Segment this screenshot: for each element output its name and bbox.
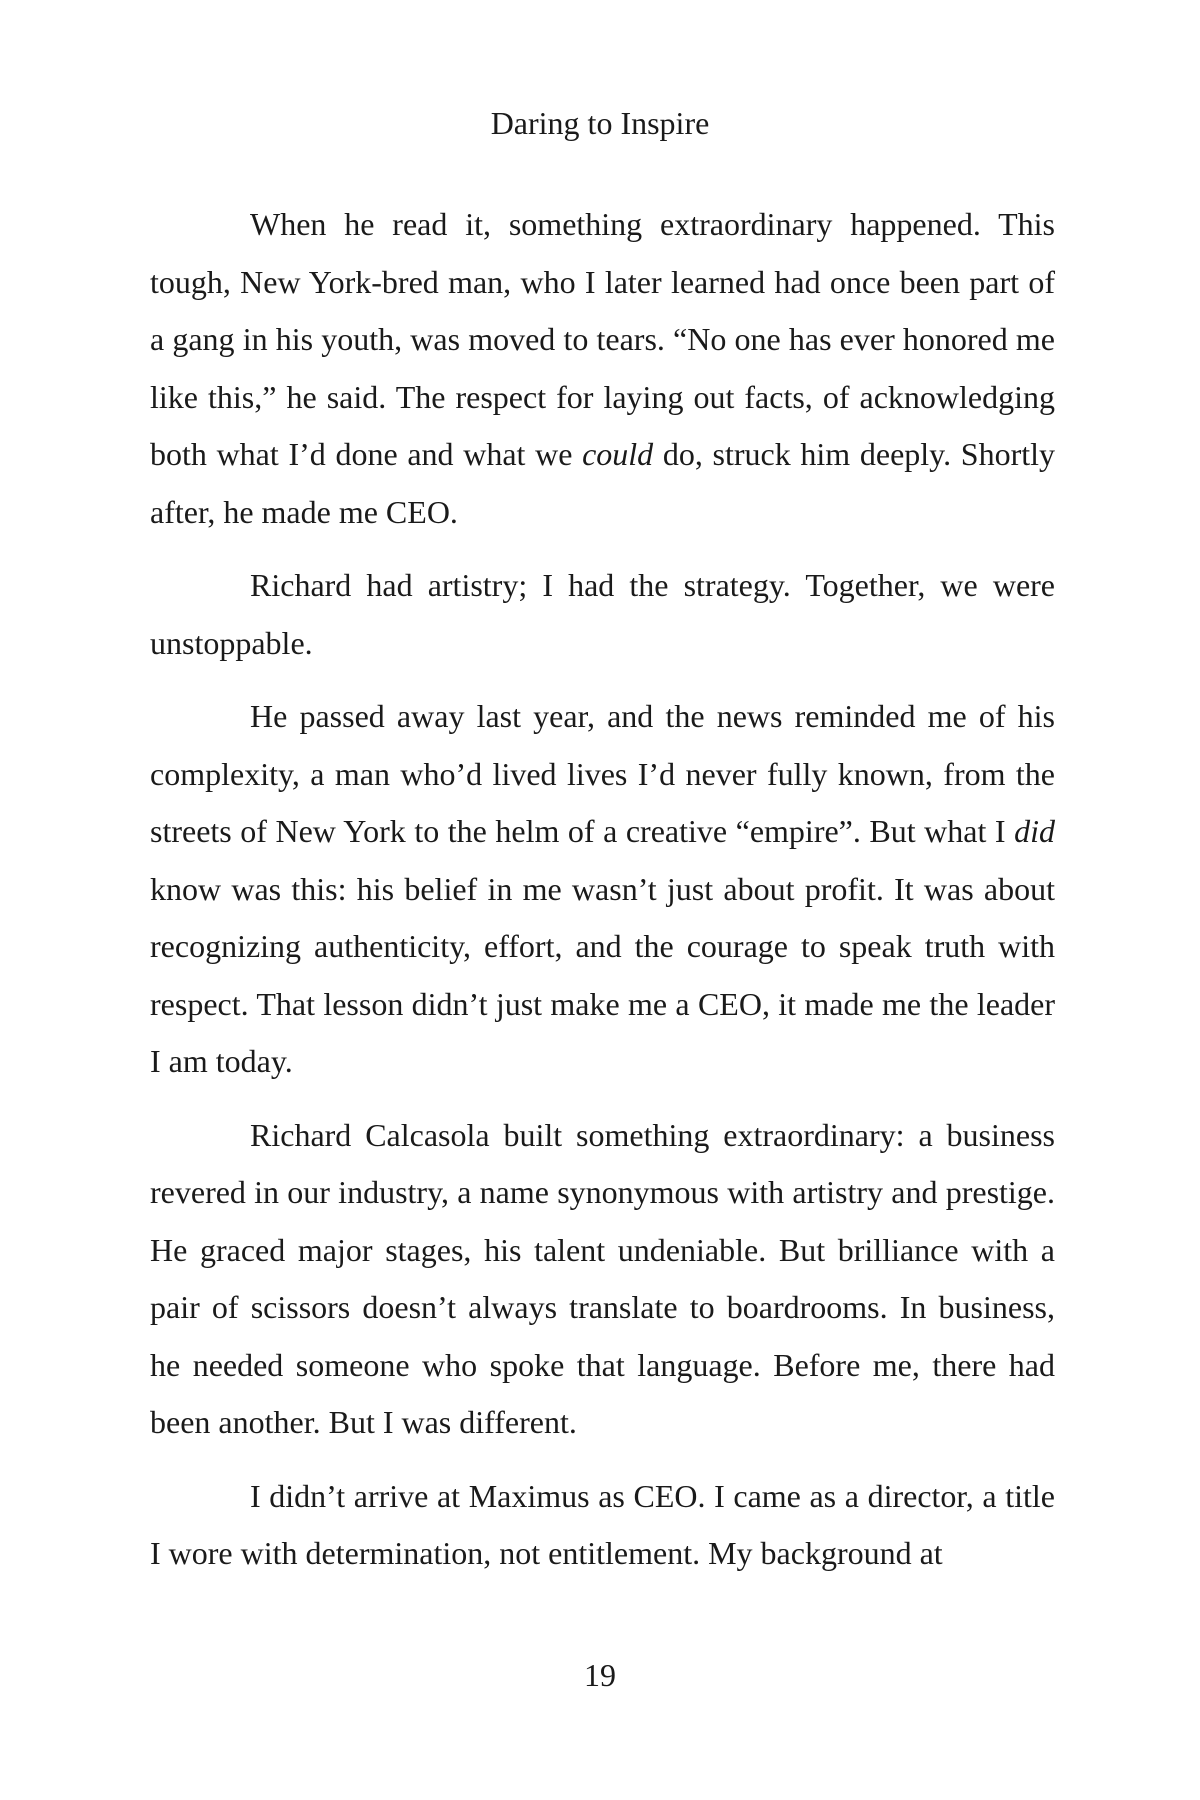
body-text	[150, 196, 1055, 1599]
paragraph	[150, 1468, 1055, 1583]
text-run: Richard had artistry; I had the strategy. Together, we were unstoppable.	[150, 567, 1055, 661]
text-run: do, struck him deeply. Shortly after, he made me CEO.	[150, 436, 1056, 530]
text-run: know was this: his belief in me wasn’t just about profit. It was about recognizing authenticity, effort, and the courage to speak truth with respect. That lesson didn’t just make me a CEO, it made me the leader I am today.	[150, 870, 1055, 1079]
paragraph	[150, 557, 1055, 672]
text-run: I didn’t arrive at Maximus as CEO. I came as a director, a title I wore with determination, not entitlement. My background at	[150, 1477, 1055, 1571]
text-run: Richard Calcasola built something extraordinary: a business revered in our industry, a name synonymous with artistry and prestige. He graced major stages, his talent undeniable. But brilliance with a pair of scissors doesn’t always translate to boardrooms. In business, he needed someone who spoke that language. Before me, there had been another. But I was different.	[150, 1116, 1055, 1440]
text-run: He passed away last year, and the news reminded me of his complexity, a man who’d lived lives I’d never fully known, from the streets of New York to the helm of a creative “empire”. But what I	[150, 698, 1055, 849]
emphasis-run: could	[582, 436, 654, 472]
paragraph	[150, 1107, 1055, 1452]
running-header-title: Daring to Inspire	[490, 105, 710, 141]
paragraph	[150, 688, 1055, 1091]
paragraph	[150, 196, 1055, 541]
text-run: When he read it, something extraordinary happened. This tough, New York-bred man, who I later learned had once been part of a gang in his youth, was moved to tears. “No one has ever honored me like this,” he said. The respect for laying out facts, of acknowledging both what I’d done and what we	[150, 206, 1055, 472]
emphasis-run: did	[1014, 813, 1055, 849]
page-number: 19	[584, 1657, 616, 1693]
